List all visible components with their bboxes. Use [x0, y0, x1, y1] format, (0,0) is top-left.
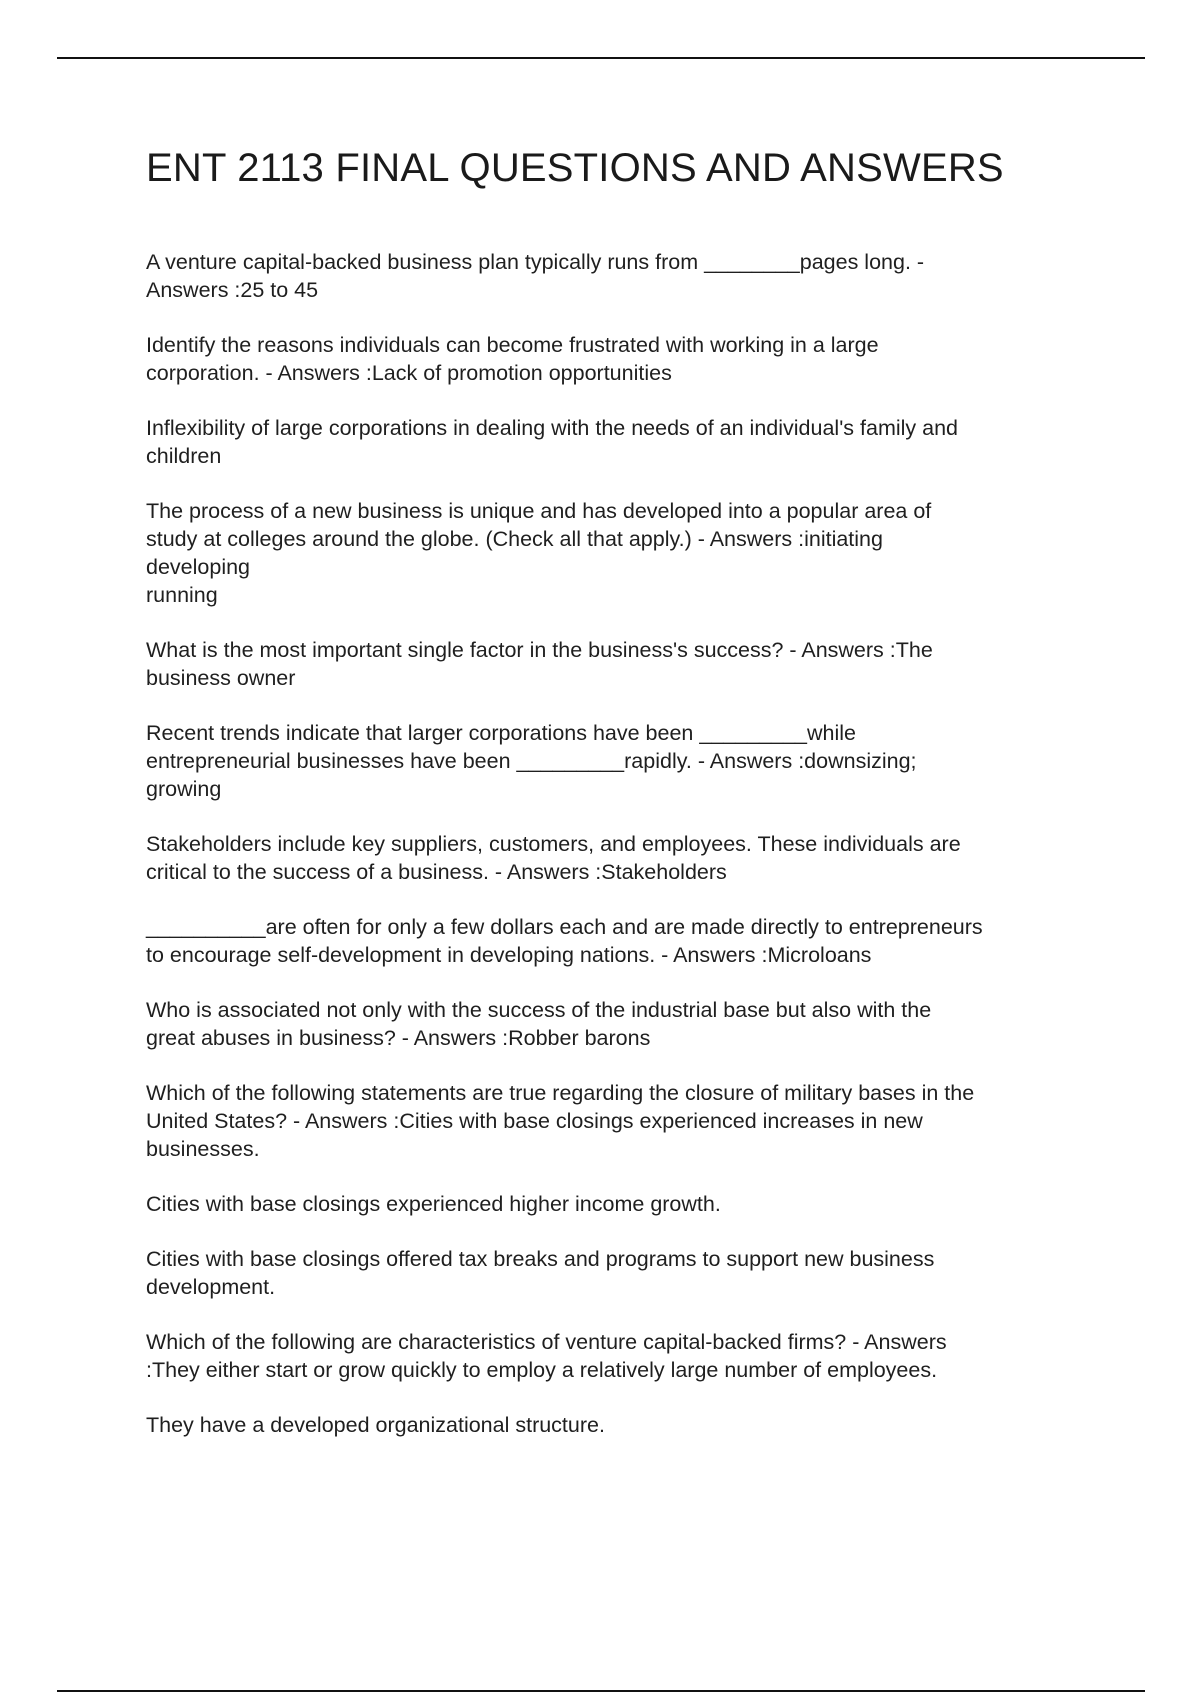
qa-paragraph: Cities with base closings experienced higher income growth.: [146, 1192, 721, 1216]
qa-paragraph: Recent trends indicate that larger corporations have been _________while entrepreneurial businesses have been _________rapidly. - Answers :downsizing; growing: [146, 721, 917, 801]
document-body: [146, 140, 1096, 1466]
qa-paragraph: What is the most important single factor in the business's success? - Answers :The business owner: [146, 638, 933, 690]
qa-paragraph: The process of a new business is unique and has developed into a popular area of study at colleges around the globe. (Check all that apply.) - Answers :initiating developing running: [146, 499, 932, 607]
qa-paragraph: Inflexibility of large corporations in dealing with the needs of an individual's family and children: [146, 416, 959, 468]
qa-paragraph: Who is associated not only with the success of the industrial base but also with the great abuses in business? - Answers :Robber barons: [146, 998, 932, 1050]
qa-paragraph: __________are often for only a few dollars each and are made directly to entrepreneurs to encourage self-development in developing nations. - Answers :Microloans: [146, 915, 983, 967]
header-rule: [57, 57, 1145, 59]
qa-paragraph: Identify the reasons individuals can become frustrated with working in a large corporation. - Answers :Lack of promotion opportunities: [146, 333, 879, 385]
qa-list: [146, 248, 1096, 1439]
document-title: ENT 2113 FINAL QUESTIONS AND ANSWERS: [146, 146, 1004, 190]
qa-paragraph: Cities with base closings offered tax breaks and programs to support new business development.: [146, 1247, 935, 1299]
qa-paragraph: Stakeholders include key suppliers, customers, and employees. These individuals are critical to the success of a business. - Answers :Stakeholders: [146, 832, 961, 884]
qa-paragraph: Which of the following are characteristics of venture capital-backed firms? - Answers :They either start or grow quickly to employ a relatively large number of employees.: [146, 1330, 947, 1382]
footer-rule: [57, 1690, 1145, 1692]
qa-paragraph: Which of the following statements are true regarding the closure of military bases in the United States? - Answers :Cities with base closings experienced increases in new businesses.: [146, 1081, 975, 1161]
qa-paragraph: They have a developed organizational structure.: [146, 1413, 605, 1437]
qa-paragraph: A venture capital-backed business plan typically runs from ________pages long. - Answers :25 to 45: [146, 250, 925, 302]
